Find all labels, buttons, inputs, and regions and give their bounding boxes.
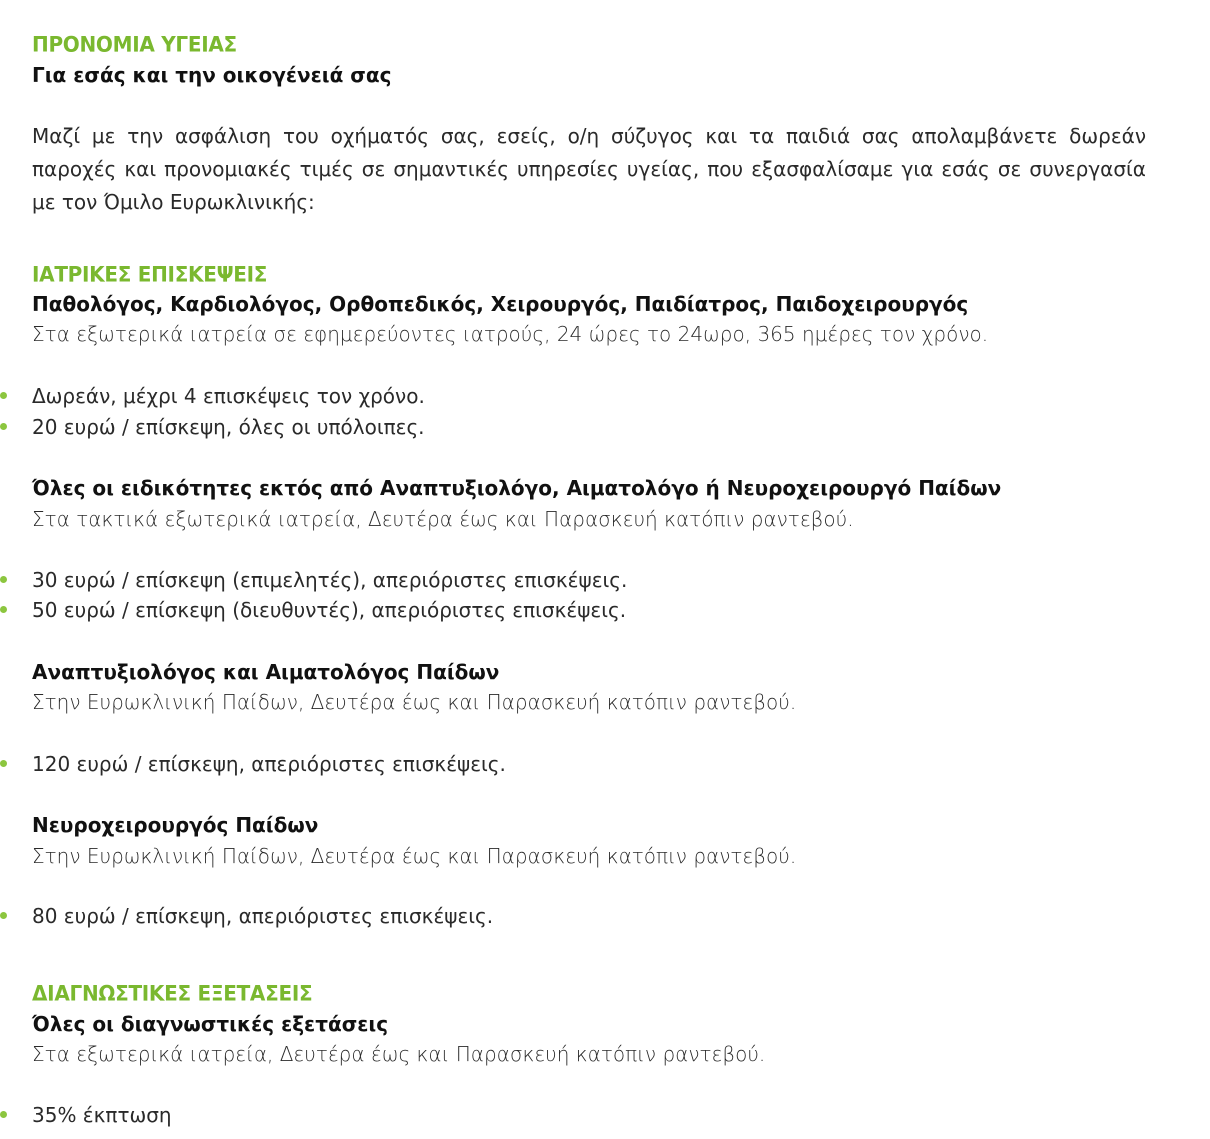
group-note-4: Στην Ευρωκλινική Παίδων, Δευτέρα έως και Παρασκευή κατόπιν ραντεβού. xyxy=(32,844,797,868)
bullet-dot-icon xyxy=(0,1111,7,1118)
section-title-diagnostic-tests: ΔΙΑΓΝΩΣΤΙΚΕΣ ΕΞΕΤΑΣΕΙΣ xyxy=(32,980,313,1006)
group-heading-1: Παθολόγος, Καρδιολόγος, Ορθοπεδικός, Χειρουργός, Παιδίατρος, Παιδοχειρουργός xyxy=(32,292,969,316)
group-note-3: Στην Ευρωκλινική Παίδων, Δευτέρα έως και Παρασκευή κατόπιν ραντεβού. xyxy=(32,690,797,714)
bullet-dot-icon xyxy=(0,760,7,767)
bullet-dot-icon xyxy=(0,912,7,919)
diagnostic-heading: Όλες οι διαγνωστικές εξετάσεις xyxy=(32,1012,389,1036)
bullet-dot-icon xyxy=(0,606,7,613)
bullet-dot-icon xyxy=(0,392,7,399)
section-subtitle: Για εσάς και την οικογένειά σας xyxy=(32,63,392,87)
bullet-dot-icon xyxy=(0,423,7,430)
section-title-medical-visits: ΙΑΤΡΙΚΕΣ ΕΠΙΣΚΕΨΕΙΣ xyxy=(32,261,268,287)
section-title-health-benefits: ΠΡΟΝΟΜΙΑ ΥΓΕΙΑΣ xyxy=(32,31,237,57)
group-heading-4: Νευροχειρουργός Παίδων xyxy=(32,813,319,837)
group-note-2: Στα τακτικά εξωτερικά ιατρεία, Δευτέρα έως και Παρασκευή κατόπιν ραντεβού. xyxy=(32,507,854,531)
document-page: ΠΡΟΝΟΜΙΑ ΥΓΕΙΑΣ Για εσάς και την οικογένειά σας Μαζί με την ασφάλιση του οχήματός σας, εσείς, ο/η σύζυγος και τα παιδιά σας απολαμβάνετε δωρεάν παροχές και προνομιακές τιμές σε σημαντικές υπηρεσίες υγείας, που εξασφαλίσαμε για εσάς σε συνεργασία με τον Όμιλο Ευρωκλινικής: ΙΑΤΡΙΚΕΣ ΕΠΙΣΚΕΨΕΙΣ Παθολόγος, Καρδιολόγος, Ορθοπεδικός, Χειρουργός, Παιδίατρος, Παιδοχειρουργός Στα εξωτερικά ιατρεία σε εφημερεύοντες ιατρούς, 24 ώρες το 24ωρο, 365 ημέρες τον χρόνο. Δωρεάν, μέχρι 4 επισκέψεις τον χρόνο. 20 ευρώ / επίσκεψη, όλες οι υπόλοιπες. Όλες οι ειδικότητες εκτός από Αναπτυξιολόγο, Αιματολόγο ή Νευροχειρουργό Παίδων Στα τακτικά εξωτερικά ιατρεία, Δευτέρα έως και Παρασκευή κατόπιν ραντεβού. 30 ευρώ / επίσκεψη (επιμελητές), απεριόριστες επισκέψεις. 50 ευρώ / επίσκεψη (διευθυντές), απεριόριστες επισκέψεις. Αναπτυξιολόγος και Αιματολόγος Παίδων Στην Ευρωκλινική Παίδων, Δευτέρα έως και Παρασκευή κατόπιν ραντεβού. 120 ευρώ / επίσκεψη, απεριόριστες επισκέψεις. Νευροχειρουργός Παίδων Στην Ευρωκλινική Παίδων, Δευτέρα έως και Παρασκευή κατόπιν ραντεβού. 80 ευρώ / επίσκεψη, απεριόριστες επισκέψεις. ΔΙΑΓΝΩΣΤΙΚΕΣ ΕΞΕΤΑΣΕΙΣ Όλες οι διαγνωστικές εξετάσεις Στα εξωτερικά ιατρεία, Δευτέρα έως και Παρασκευή κατόπιν ραντεβού. 35% έκπτωση xyxy=(0,0,1210,1139)
group-heading-2: Όλες οι ειδικότητες εκτός από Αναπτυξιολόγο, Αιματολόγο ή Νευροχειρουργό Παίδων xyxy=(32,476,1002,500)
intro-paragraph: Μαζί με την ασφάλιση του οχήματός σας, εσείς, ο/η σύζυγος και τα παιδιά σας απολαμβάνετε δωρεάν παροχές και προνομιακές τιμές σε σημαντικές υπηρεσίες υγείας, που εξασφαλίσαμε για εσάς σε συνεργασία με τον Όμιλο Ευρωκλινικής: xyxy=(32,124,1146,214)
diagnostic-note: Στα εξωτερικά ιατρεία, Δευτέρα έως και Παρασκευή κατόπιν ραντεβού. xyxy=(32,1042,766,1066)
bullet-dot-icon xyxy=(0,576,7,583)
group-note-1: Στα εξωτερικά ιατρεία σε εφημερεύοντες ιατρούς, 24 ώρες το 24ωρο, 365 ημέρες τον χρόνο. xyxy=(32,322,989,346)
group-heading-3: Αναπτυξιολόγος και Αιματολόγος Παίδων xyxy=(32,660,500,684)
